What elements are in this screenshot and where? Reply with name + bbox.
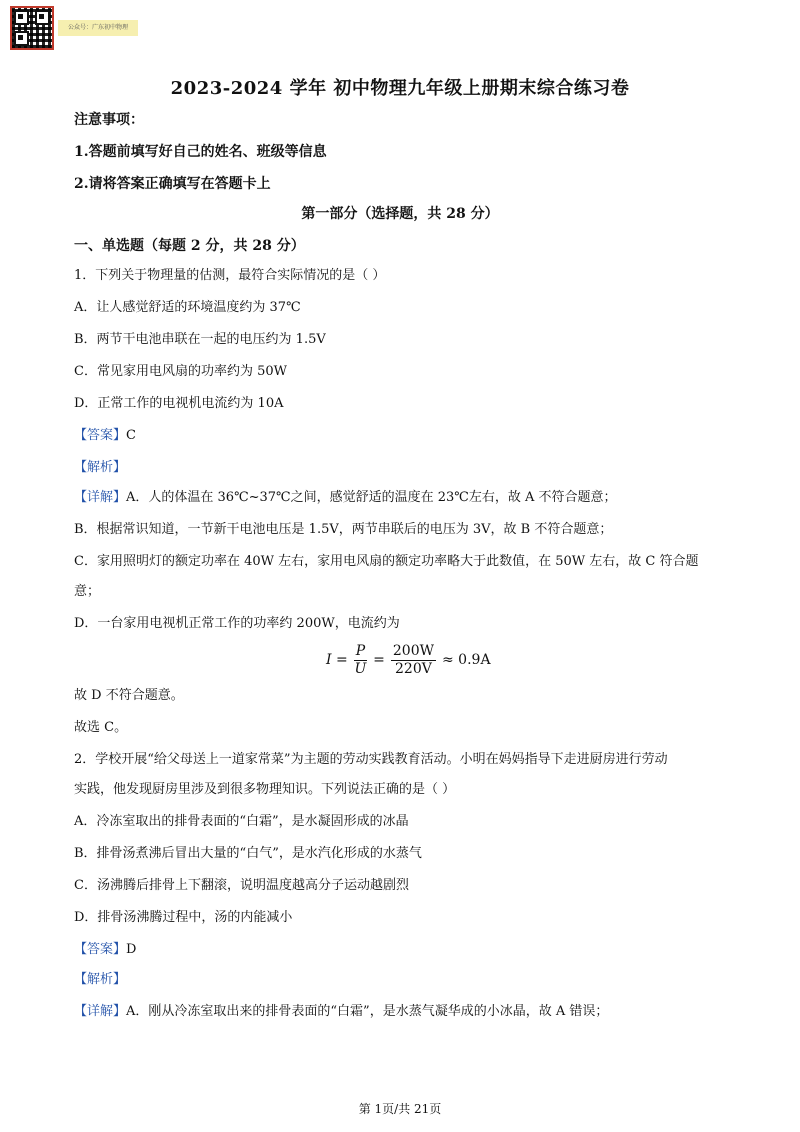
q1-detail-a <box>74 488 740 508</box>
page-footer: 第 1页/共 21页 <box>358 1102 442 1116</box>
q1-detail-label: 【详解】 <box>74 490 127 505</box>
q1-detail-c1: C．家用照明灯的额定功率在 40W 左右，家用电风扇的额定功率略大于此数值，在 50W 左右，故 C 符合题 <box>74 554 699 569</box>
formula-u: U <box>354 660 367 677</box>
q2-option-d: D．排骨汤沸腾过程中，汤的内能减小 <box>74 910 293 925</box>
notes-item-1: 1.答题前填写好自己的姓名、班级等信息 <box>74 144 327 160</box>
q2-detail-label: 【详解】 <box>74 1004 127 1019</box>
q2-option-a: A．冷冻室取出的排骨表面的“白霜”，是水凝固形成的冰晶 <box>74 814 409 829</box>
header-tag: 公众号：广东初中物理 <box>58 20 138 36</box>
formula-den: 220V <box>395 660 432 677</box>
formula-p: P <box>355 642 366 659</box>
q2-option-b: B．排骨汤煮沸后冒出大量的“白气”，是水汽化形成的水蒸气 <box>74 846 422 861</box>
q2-detail-a-text: A．刚从冷冻室取出来的排骨表面的“白霜”，是水蒸气凝华成的小冰晶，故 A 错误； <box>126 1004 609 1019</box>
q1-option-d: D．正常工作的电视机电流约为 10A <box>74 396 284 411</box>
notes-item-2: 2.请将答案正确填写在答题卡上 <box>74 176 271 192</box>
qr-code <box>10 6 54 50</box>
q1-analysis-label: 【解析】 <box>74 460 127 475</box>
q2-answer-label: 【答案】 <box>74 942 127 957</box>
q1-stem: 1．下列关于物理量的估测，最符合实际情况的是（ ） <box>74 268 386 283</box>
formula-fraction-values <box>391 643 436 678</box>
q2-option-c: C．汤沸腾后排骨上下翻滚，说明温度越高分子运动越剧烈 <box>74 878 409 893</box>
q1-answer-label: 【答案】 <box>74 428 127 443</box>
formula-result: ≈ 0.9A <box>442 652 491 668</box>
q1-conclusion-1: 故 D 不符合题意。 <box>74 688 184 703</box>
q1-option-b: B．两节干电池串联在一起的电压约为 1.5V <box>74 332 326 347</box>
q1-conclusion-2: 故选 C。 <box>74 720 128 735</box>
q1-detail-d: D．一台家用电视机正常工作的功率约 200W，电流约为 <box>74 616 400 631</box>
q1-option-c: C．常见家用电风扇的功率约为 50W <box>74 364 287 379</box>
formula-lhs: I = <box>326 652 348 668</box>
notes-heading: 注意事项： <box>74 112 144 128</box>
q2-answer <box>74 940 740 960</box>
formula-num: 200W <box>392 642 434 659</box>
q2-answer-value: D <box>126 942 137 957</box>
q2-stem-1: 2．学校开展“给父母送上一道家常菜”为主题的劳动实践教育活动。小明在妈妈指导下走进厨房进行劳动 <box>74 752 668 767</box>
q1-detail-b: B．根据常识知道，一节新干电池电压是 1.5V，两节串联后的电压为 3V，故 B 不符合题意； <box>74 522 613 537</box>
q1-detail-a-text: A．人的体温在 36℃~37℃之间，感觉舒适的温度在 23℃左右，故 A 不符合题意； <box>126 490 617 505</box>
q2-detail-a <box>74 1002 740 1022</box>
part-title: 第一部分（选择题，共 28 分） <box>301 206 499 222</box>
q2-stem-2: 实践，他发现厨房里涉及到很多物理知识。下列说法正确的是（ ） <box>74 782 456 797</box>
q1-option-a: A．让人感觉舒适的环境温度约为 37℃ <box>74 300 301 315</box>
q1-answer <box>74 426 740 446</box>
section-heading: 一、单选题（每题 2 分，共 28 分） <box>74 238 305 254</box>
page-title: 2023-2024 学年 初中物理九年级上册期末综合练习卷 <box>170 78 630 99</box>
formula-fraction-pu <box>354 643 367 678</box>
q1-answer-value: C <box>126 428 136 443</box>
q2-analysis-label: 【解析】 <box>74 972 127 987</box>
q1-formula <box>326 638 491 682</box>
formula-eq: = <box>373 652 385 668</box>
q1-detail-c2: 意； <box>74 584 101 599</box>
